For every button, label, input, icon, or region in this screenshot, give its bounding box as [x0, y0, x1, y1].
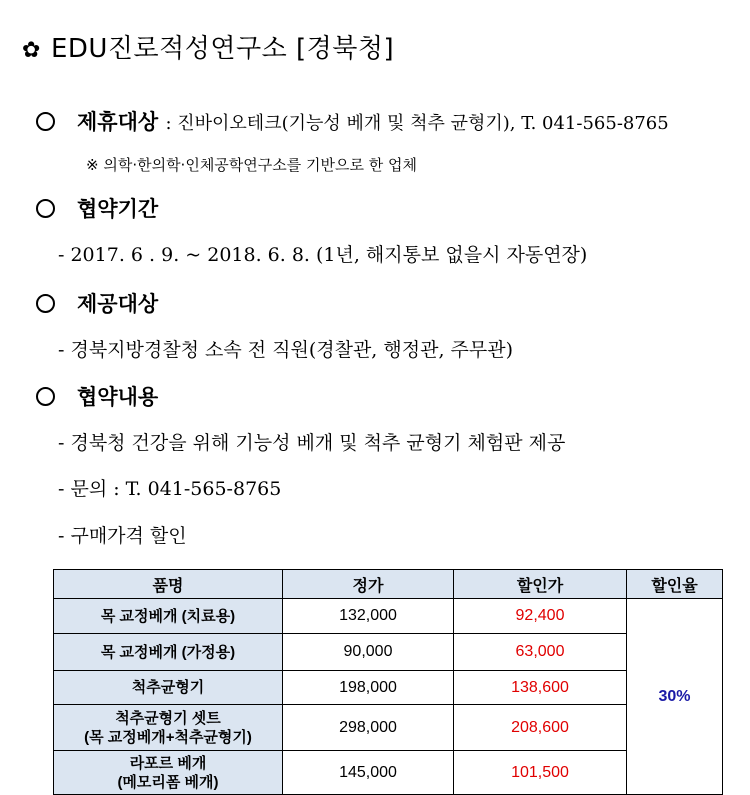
regular-price: 132,000: [283, 599, 454, 634]
product-name: 목 교정베개 (치료용): [54, 599, 283, 634]
circle-bullet-icon: [36, 294, 55, 313]
regular-price: 145,000: [283, 751, 454, 795]
circle-bullet-icon: [36, 112, 55, 131]
header-regular-price: 정가: [283, 570, 454, 599]
page-title: [22, 28, 394, 65]
sale-price: 208,600: [454, 705, 627, 751]
content-item: - 경북청 건강을 위해 기능성 베개 및 척추 균형기 체험판 제공: [58, 432, 566, 454]
table-header-row: [54, 570, 723, 599]
partner-label: 제휴대상: [77, 110, 159, 134]
sale-price: 101,500: [454, 751, 627, 795]
content-label: 협약내용: [77, 385, 159, 409]
regular-price: 90,000: [283, 634, 454, 671]
header-sale-price: 할인가: [454, 570, 627, 599]
price-table: [53, 569, 723, 795]
product-name: 목 교정베개 (가정용): [54, 634, 283, 671]
discount-rate: 30%: [627, 599, 723, 795]
header-discount-rate: 할인율: [627, 570, 723, 599]
flower-icon: ✿: [22, 38, 41, 63]
regular-price: 198,000: [283, 671, 454, 705]
regular-price: 298,000: [283, 705, 454, 751]
content-item: - 문의 : T. 041-565-8765: [58, 478, 282, 500]
content-item: - 구매가격 할인: [58, 525, 187, 547]
partner-note: ※ 의학·한의학·인체공학연구소를 기반으로 한 업체: [86, 156, 417, 174]
sale-price: 92,400: [454, 599, 627, 634]
target-label: 제공대상: [77, 292, 159, 316]
period-section: [36, 193, 158, 223]
content-section: [36, 381, 158, 411]
table-row: [54, 671, 723, 705]
page-title-text: EDU진로적성연구소 [경북청]: [50, 34, 395, 64]
period-label: 협약기간: [77, 197, 159, 221]
circle-bullet-icon: [36, 387, 55, 406]
table-row: [54, 634, 723, 671]
header-product: 품명: [54, 570, 283, 599]
target-section: [36, 288, 158, 318]
partner-section: [36, 106, 669, 136]
table-row: [54, 705, 723, 751]
target-value: - 경북지방경찰청 소속 전 직원(경찰관, 행정관, 주무관): [58, 339, 513, 361]
table-row: [54, 751, 723, 795]
sale-price: 138,600: [454, 671, 627, 705]
sale-price: 63,000: [454, 634, 627, 671]
table-row: [54, 599, 723, 634]
circle-bullet-icon: [36, 199, 55, 218]
product-name: 라포르 베개 (메모리폼 베개): [54, 751, 283, 795]
period-value: - 2017. 6 . 9. ~ 2018. 6. 8. (1년, 해지통보 없을시 자동연장): [58, 244, 588, 266]
partner-value: : 진바이오테크(기능성 베개 및 척추 균형기), T. 041-565-8765: [165, 113, 669, 134]
product-name: 척추균형기: [54, 671, 283, 705]
product-name: 척추균형기 셋트 (목 교정베개+척추균형기): [54, 705, 283, 751]
